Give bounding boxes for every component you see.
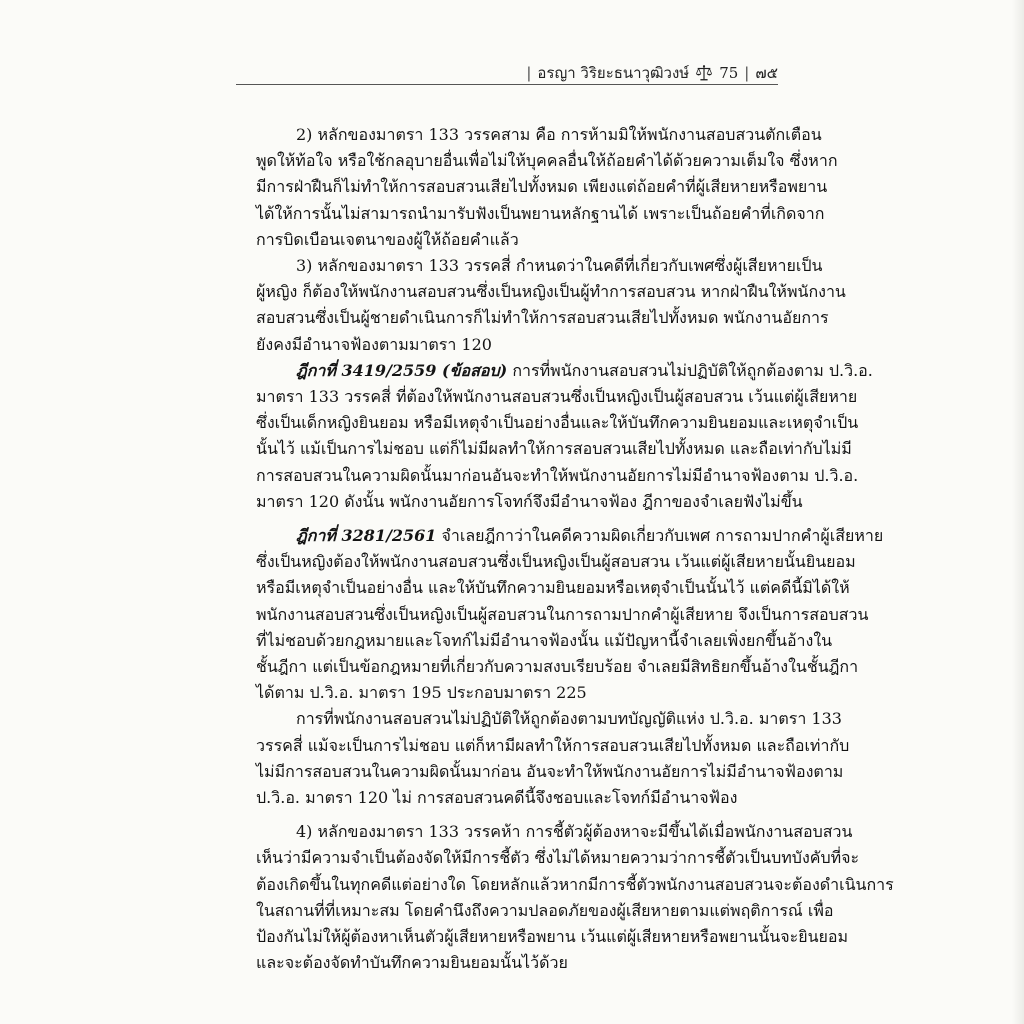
body-text [256, 122, 894, 977]
header-rule [236, 84, 778, 85]
text-line: ต้องเกิดขึ้นในทุกคดีแต่อย่างใด โดยหลักแล้วหากมีการชี้ตัวพนักงานสอบสวนจะต้องดำเนินการ [256, 874, 894, 894]
text-line: ผู้หญิง ก็ต้องให้พนักงานสอบสวนซึ่งเป็นหญิงเป็นผู้ทำการสอบสวน หากฝ่าฝืนให้พนักงาน [256, 282, 846, 302]
page-number-thai: ๗๕ [755, 64, 778, 82]
paragraph-ruling [256, 706, 850, 811]
case-citation: ฎีกาที่ 3419/2559 (ข้อสอบ) [296, 360, 508, 380]
paragraph-case-3281-2561 [256, 523, 884, 706]
text-line: นั้นไว้ แม้เป็นการไม่ชอบ แต่ก็ไม่มีผลทำให้การสอบสวนเสียไปทั้งหมด และถือเท่ากับไม่มี [256, 439, 852, 459]
paragraph-point-2 [256, 122, 838, 253]
text-line: หรือมีเหตุจำเป็นอย่างอื่น และให้บันทึกความยินยอมหรือเหตุจำเป็นนั้นไว้ แต่คดีนี้มิได้ให้ [256, 578, 850, 598]
text-line: การสอบสวนในความผิดนั้นมาก่อนอันจะทำให้พนักงานอัยการไม่มีอำนาจฟ้องตาม ป.วิ.อ. [256, 465, 859, 485]
text-line: พูดให้ท้อใจ หรือใช้กลอุบายอื่นเพื่อไม่ให้บุคคลอื่นให้ถ้อยคำได้ด้วยความเต็มใจ ซึ่งหาก [256, 151, 838, 171]
scales-of-justice-icon [695, 64, 713, 82]
text-line: ชั้นฎีกา แต่เป็นข้อกฎหมายที่เกี่ยวกับความสงบเรียบร้อย จำเลยมีสิทธิยกขึ้นอ้างในชั้นฎีกา [256, 657, 859, 677]
text-line: 3) หลักของมาตรา 133 วรรคสี่ กำหนดว่าในคดีที่เกี่ยวกับเพศซึ่งผู้เสียหายเป็น [296, 256, 823, 276]
text-line: มาตรา 120 ดังนั้น พนักงานอัยการโจทก์จึงมีอำนาจฟ้อง ฎีกาของจำเลยฟังไม่ขึ้น [256, 491, 803, 511]
text-line: ซึ่งเป็นเด็กหญิงยินยอม หรือมีเหตุจำเป็นอย่างอื่นและให้บันทึกความยินยอมและเหตุจำเป็น [256, 413, 859, 433]
header-separator: | [526, 64, 532, 82]
page-number-separator: | [744, 64, 750, 82]
text-line: พนักงานสอบสวนซึ่งเป็นหญิงเป็นผู้สอบสวนในการถามปากคำผู้เสียหาย จึงเป็นการสอบสวน [256, 604, 869, 624]
text-line: การที่พนักงานสอบสวนไม่ปฏิบัติให้ถูกต้องตามบทบัญญัติแห่ง ป.วิ.อ. มาตรา 133 [296, 709, 842, 729]
page-edge-shadow [1012, 0, 1024, 1024]
case-text: การที่พนักงานสอบสวนไม่ปฏิบัติให้ถูกต้องตาม ป.วิ.อ. [512, 360, 873, 380]
text-line: 4) หลักของมาตรา 133 วรรคห้า การชี้ตัวผู้ต้องหาจะมีขึ้นได้เมื่อพนักงานสอบสวน [296, 822, 853, 842]
case-text: จำเลยฎีกาว่าในคดีความผิดเกี่ยวกับเพศ การถามปากคำผู้เสียหาย [441, 526, 884, 546]
text-line: มีการฝ่าฝืนก็ไม่ทำให้การสอบสวนเสียไปทั้งหมด เพียงแต่ถ้อยคำที่ผู้เสียหายหรือพยาน [256, 177, 828, 197]
text-line: สอบสวนซึ่งเป็นผู้ชายดำเนินการก็ไม่ทำให้การสอบสวนเสียไปทั้งหมด พนักงานอัยการ [256, 308, 829, 328]
case-citation: ฎีกาที่ 3281/2561 [296, 526, 437, 546]
text-line: ป.วิ.อ. มาตรา 120 ไม่ การสอบสวนคดีนี้จึงชอบและโจทก์มีอำนาจฟ้อง [256, 788, 738, 808]
text-line: เห็นว่ามีความจำเป็นต้องจัดให้มีการชี้ตัว ซึ่งไม่ได้หมายความว่าการชี้ตัวเป็นบทบังคับที่จะ [256, 848, 860, 868]
text-line: และจะต้องจัดทำบันทึกความยินยอมนั้นไว้ด้วย [256, 953, 568, 973]
header-author: อรญา วิริยะธนาวุฒิวงษ์ [537, 64, 690, 82]
text-line: ยังคงมีอำนาจฟ้องตามมาตรา 120 [256, 334, 492, 354]
text-line: ที่ไม่ชอบด้วยกฎหมายและโจทก์ไม่มีอำนาจฟ้องนั้น แม้ปัญหานี้จำเลยเพิ่งยกขึ้นอ้างใน [256, 630, 833, 650]
text-line: 2) หลักของมาตรา 133 วรรคสาม คือ การห้ามมิให้พนักงานสอบสวนตักเตือน [296, 125, 822, 144]
text-line: ไม่มีการสอบสวนในความผิดนั้นมาก่อน อันจะทำให้พนักงานอัยการไม่มีอำนาจฟ้องตาม [256, 761, 844, 781]
paragraph-point-3 [256, 253, 846, 358]
text-line: ซึ่งเป็นหญิงต้องให้พนักงานสอบสวนซึ่งเป็นหญิงเป็นผู้สอบสวน เว้นแต่ผู้เสียหายนั้นยินยอม [256, 552, 856, 572]
paragraph-gap [256, 811, 772, 819]
text-line: ได้ตาม ป.วิ.อ. มาตรา 195 ประกอบมาตรา 225 [256, 683, 587, 703]
text-line: ป้องกันไม่ให้ผู้ต้องหาเห็นตัวผู้เสียหายหรือพยาน เว้นแต่ผู้เสียหายหรือพยานนั้นจะยินยอม [256, 927, 849, 947]
paragraph-case-3419-2559 [256, 358, 873, 515]
text-line: ในสถานที่ที่เหมาะสม โดยคำนึงถึงความปลอดภัยของผู้เสียหายตามแต่พฤติการณ์ เพื่อ [256, 900, 834, 920]
text-line: ได้ให้การนั้นไม่สามารถนำมารับฟังเป็นพยานหลักฐานได้ เพราะเป็นถ้อยคำที่เกิดจาก [256, 203, 825, 223]
text-line: วรรคสี่ แม้จะเป็นการไม่ชอบ แต่ก็หามีผลทำให้การสอบสวนเสียไปทั้งหมด และถือเท่ากับ [256, 735, 850, 755]
page-number-arabic: 75 [719, 64, 739, 82]
text-line: มาตรา 133 วรรคสี่ ที่ต้องให้พนักงานสอบสวนซึ่งเป็นหญิงเป็นผู้สอบสวน เว้นแต่ผู้เสียหาย [256, 387, 858, 407]
paragraph-point-4 [256, 819, 894, 976]
text-line: การบิดเบือนเจตนาของผู้ให้ถ้อยคำแล้ว [256, 229, 519, 249]
paragraph-gap [256, 515, 772, 523]
running-head [526, 62, 778, 84]
text-line [256, 358, 873, 384]
text-line [256, 523, 884, 549]
